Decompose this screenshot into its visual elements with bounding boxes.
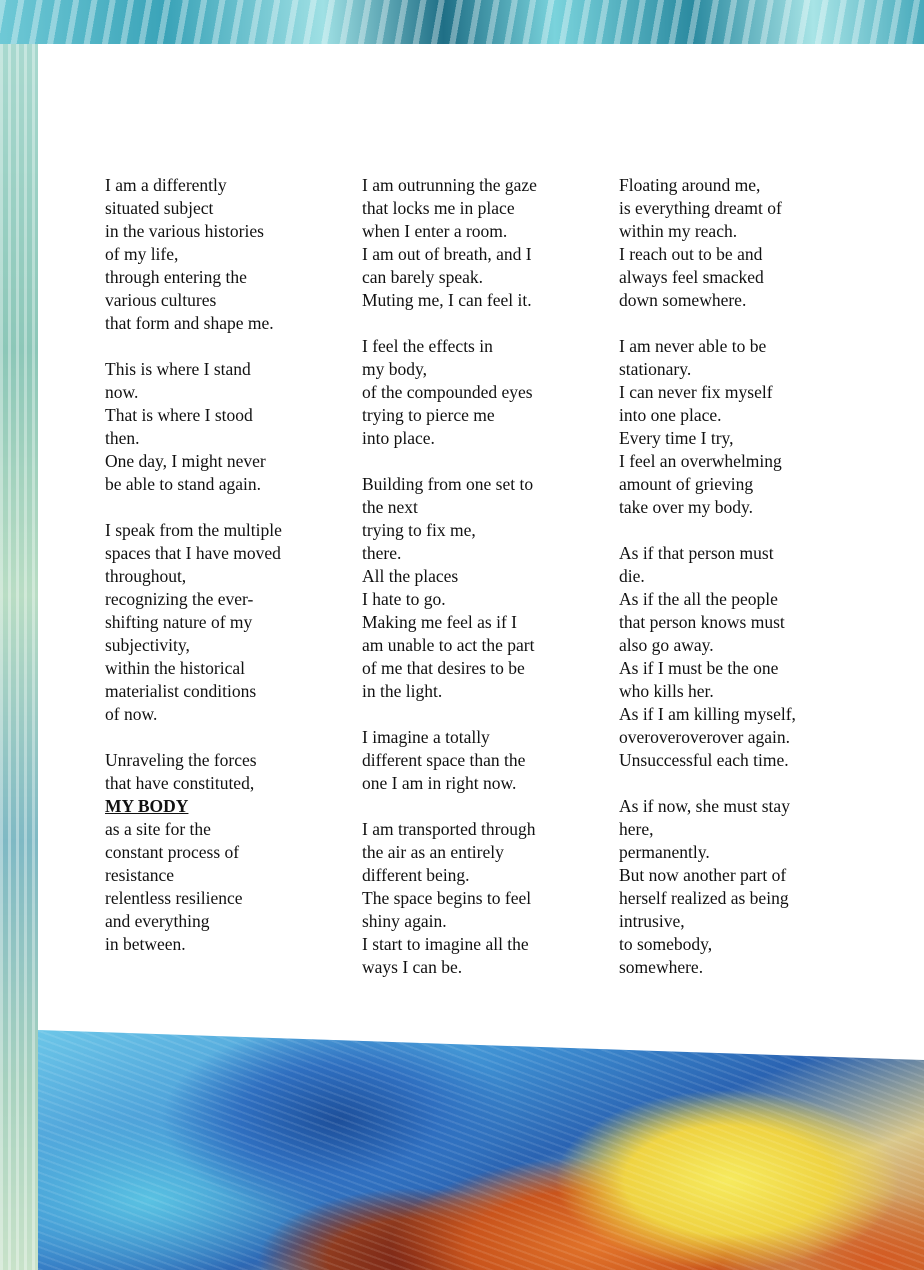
poem-line: my body, [362,359,427,379]
stanza [362,818,602,979]
poem-line: I am never able to be [619,336,767,356]
poem-line: trying to fix me, [362,520,476,540]
poem-line: This is where I stand [105,359,251,379]
poem-line: within the historical [105,658,245,678]
poem-line: herself realized as being [619,888,789,908]
poem-column-1 [105,174,345,979]
poem-line: to somebody, [619,934,713,954]
poem-line: I feel the effects in [362,336,493,356]
poem-line: of me that desires to be [362,658,525,678]
poem-line: here, [619,819,654,839]
poem-line: when I enter a room. [362,221,508,241]
poem-line: into one place. [619,405,722,425]
poem-line: As if I must be the one [619,658,779,678]
poem-line-emphasis: MY BODY [105,796,189,816]
poem-line: I speak from the multiple [105,520,282,540]
stanza [362,174,602,312]
decorative-top-border [0,0,924,44]
poem-line: subjectivity, [105,635,190,655]
poem-line: now. [105,382,139,402]
poem-line: of the compounded eyes [362,382,533,402]
poem-line: But now another part of [619,865,787,885]
poem-line: As if that person must [619,543,774,563]
poem-line: I feel an overwhelming [619,451,782,471]
poem-line: I start to imagine all the [362,934,529,954]
poem-line: that locks me in place [362,198,515,218]
poem-line: The space begins to feel [362,888,532,908]
poem-line: overoveroverover again. [619,727,791,747]
poem-line: die. [619,566,645,586]
poem-line: Unraveling the forces [105,750,257,770]
poem-line: the air as an entirely [362,842,504,862]
poem-line: take over my body. [619,497,753,517]
stanza [105,749,345,956]
poem-line: and everything [105,911,210,931]
poem-line: constant process of [105,842,240,862]
poem-line: that form and shape me. [105,313,274,333]
decorative-left-border [0,44,38,1270]
poem-line: in the various histories [105,221,264,241]
poem-line: who kills her. [619,681,714,701]
stanza [619,795,834,979]
decorative-bottom-artwork [38,1030,924,1270]
poem-line: the next [362,497,418,517]
poem-line: situated subject [105,198,214,218]
poem-line: trying to pierce me [362,405,495,425]
poem-column-2 [362,174,602,1002]
poem-line: down somewhere. [619,290,747,310]
poem-line: into place. [362,428,435,448]
poem-line: I am outrunning the gaze [362,175,537,195]
poem-line: always feel smacked [619,267,764,287]
poem-line: Every time I try, [619,428,734,448]
poem-line: shifting nature of my [105,612,253,632]
poem-line: I hate to go. [362,589,446,609]
poem-line: be able to stand again. [105,474,261,494]
poem-line: within my reach. [619,221,738,241]
poem-line: Muting me, I can feel it. [362,290,532,310]
stanza [362,726,602,795]
poem-line: different being. [362,865,470,885]
poem-line: I imagine a totally [362,727,490,747]
stanza [105,519,345,726]
poem-line: materialist conditions [105,681,257,701]
stanza [362,335,602,450]
poem-line: also go away. [619,635,714,655]
poem-line: of now. [105,704,158,724]
poem-line: is everything dreamt of [619,198,782,218]
poem-line: that have constituted, [105,773,255,793]
stanza [105,174,345,335]
poem-line: in the light. [362,681,443,701]
stanza [619,174,834,312]
poem-line: am unable to act the part [362,635,535,655]
poem-line: somewhere. [619,957,704,977]
poem-line: As if now, she must stay [619,796,790,816]
poem-line: as a site for the [105,819,211,839]
poem-line: recognizing the ever- [105,589,254,609]
poem-line: various cultures [105,290,217,310]
poem-line: shiny again. [362,911,447,931]
poem-line: As if the all the people [619,589,778,609]
poem-line: I am a differently [105,175,227,195]
poem-line: That is where I stood [105,405,253,425]
poem-line: stationary. [619,359,692,379]
stanza [362,473,602,703]
stanza [619,335,834,519]
poem-line: there. [362,543,402,563]
poem-line: then. [105,428,140,448]
poem-line: different space than the [362,750,526,770]
poem-line: that person knows must [619,612,785,632]
poem-line: As if I am killing myself, [619,704,796,724]
poem-line: through entering the [105,267,247,287]
poem-line: can barely speak. [362,267,483,287]
poem-column-3 [619,174,834,1002]
poem-line: intrusive, [619,911,685,931]
poem-line: one I am in right now. [362,773,517,793]
poem-line: resistance [105,865,174,885]
poem-line: I am transported through [362,819,536,839]
poem-line: Making me feel as if I [362,612,518,632]
poem-line: spaces that I have moved [105,543,281,563]
stanza [105,358,345,496]
poem-line: permanently. [619,842,710,862]
stanza [619,542,834,772]
poem-line: Building from one set to [362,474,534,494]
poem-line: I am out of breath, and I [362,244,532,264]
poem-line: relentless resilience [105,888,243,908]
poem-line: Floating around me, [619,175,761,195]
poem-line: I can never fix myself [619,382,773,402]
poem-line: of my life, [105,244,179,264]
poem-line: I reach out to be and [619,244,763,264]
poem-line: in between. [105,934,186,954]
poem-line: All the places [362,566,459,586]
poem-line: throughout, [105,566,187,586]
poem-line: ways I can be. [362,957,463,977]
poem-line: Unsuccessful each time. [619,750,789,770]
poem-line: amount of grieving [619,474,754,494]
poem-line: One day, I might never [105,451,266,471]
